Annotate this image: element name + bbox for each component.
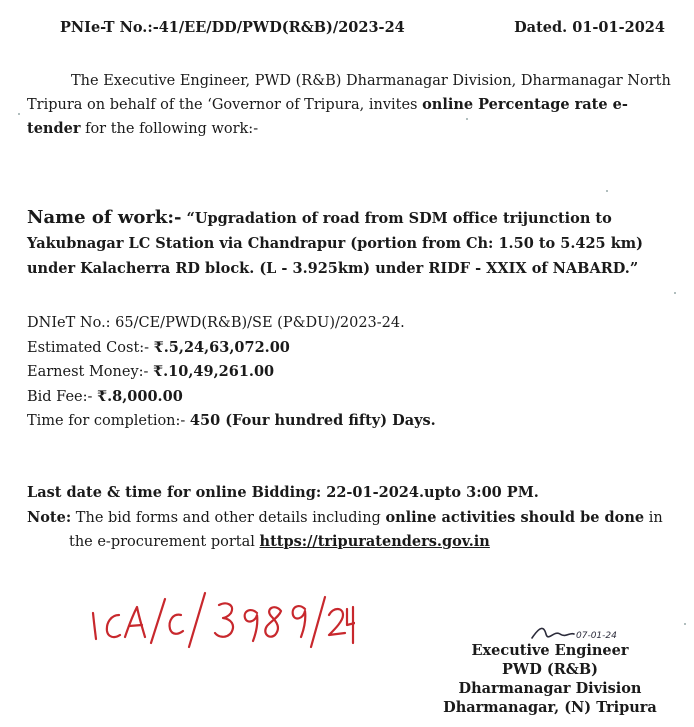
note-text-2: in xyxy=(644,509,663,526)
scan-speck xyxy=(18,113,20,115)
header-row xyxy=(60,19,665,36)
intro-emphasis: online Percentage rate e-tender xyxy=(27,96,628,137)
earnest-money-label: Earnest Money:- xyxy=(27,364,154,380)
intro-paragraph xyxy=(27,69,672,141)
completion-row xyxy=(27,409,672,434)
estimated-cost-value: ₹.5,24,63,072.00 xyxy=(153,338,290,356)
note-label: Note: xyxy=(27,508,72,526)
earnest-money-value: ₹.10,49,261.00 xyxy=(153,363,275,380)
signature-date: 07-01-24 xyxy=(576,631,617,641)
dniet-number: DNIeT No.: 65/CE/PWD(R&B)/SE (P&DU)/2023-24. xyxy=(27,315,405,331)
estimated-cost-row xyxy=(27,336,672,361)
work-section xyxy=(27,205,672,281)
tender-details xyxy=(27,311,672,434)
bid-fee-value: ₹.8,000.00 xyxy=(97,387,183,405)
portal-link[interactable]: https://tripuratenders.gov.in xyxy=(259,533,490,550)
signatory-division: Dharmanagar Division xyxy=(458,680,642,697)
bid-fee-label: Bid Fee:- xyxy=(27,388,98,405)
note-text-1: The bid forms and other details including xyxy=(71,509,386,526)
bid-fee-row xyxy=(27,385,672,410)
work-label: Name of work:- xyxy=(27,207,182,228)
completion-value: 450 (Four hundred fifty) Days. xyxy=(189,412,436,429)
signature-block xyxy=(440,641,660,717)
deadline-section xyxy=(27,481,677,555)
handwritten-reference xyxy=(85,585,355,660)
signatory-title: Executive Engineer xyxy=(471,642,629,659)
reference-number: PNIe-T No.:-41/EE/DD/PWD(R&B)/2023-24 xyxy=(60,19,405,36)
completion-label: Time for completion:- xyxy=(27,413,190,429)
note-emphasis: online activities should be done xyxy=(385,508,645,526)
intro-text-2: for the following work:- xyxy=(80,121,259,137)
signatory-department: PWD (R&B) xyxy=(502,661,598,678)
intro-text-1: The Executive Engineer, PWD (R&B) Dharmanagar Division, Dharmanagar North Tripura on behalf of the ‘Governor of Tripura, invites xyxy=(27,73,671,113)
work-description: “Upgradation of road from SDM office trijunction to Yakubnagar LC Station via Chandrapur (portion from Ch: 1.50 to 5.425 km) under Kalacherra RD block. (L - 3.925km) under RIDF - XXIX of NABARD.” xyxy=(27,210,643,277)
scan-speck xyxy=(684,623,686,625)
last-date: Last date & time for online Bidding: 22-01-2024.upto 3:00 PM. xyxy=(27,484,539,501)
note-text-3: the e-procurement portal xyxy=(69,534,260,550)
earnest-money-row xyxy=(27,360,672,385)
scan-speck xyxy=(466,118,468,120)
signatory-location: Dharmanagar, (N) Tripura xyxy=(443,699,657,716)
scan-speck xyxy=(606,190,608,192)
scan-speck xyxy=(674,292,676,294)
notice-date: Dated. 01-01-2024 xyxy=(514,19,665,36)
estimated-cost-label: Estimated Cost:- xyxy=(27,339,154,356)
